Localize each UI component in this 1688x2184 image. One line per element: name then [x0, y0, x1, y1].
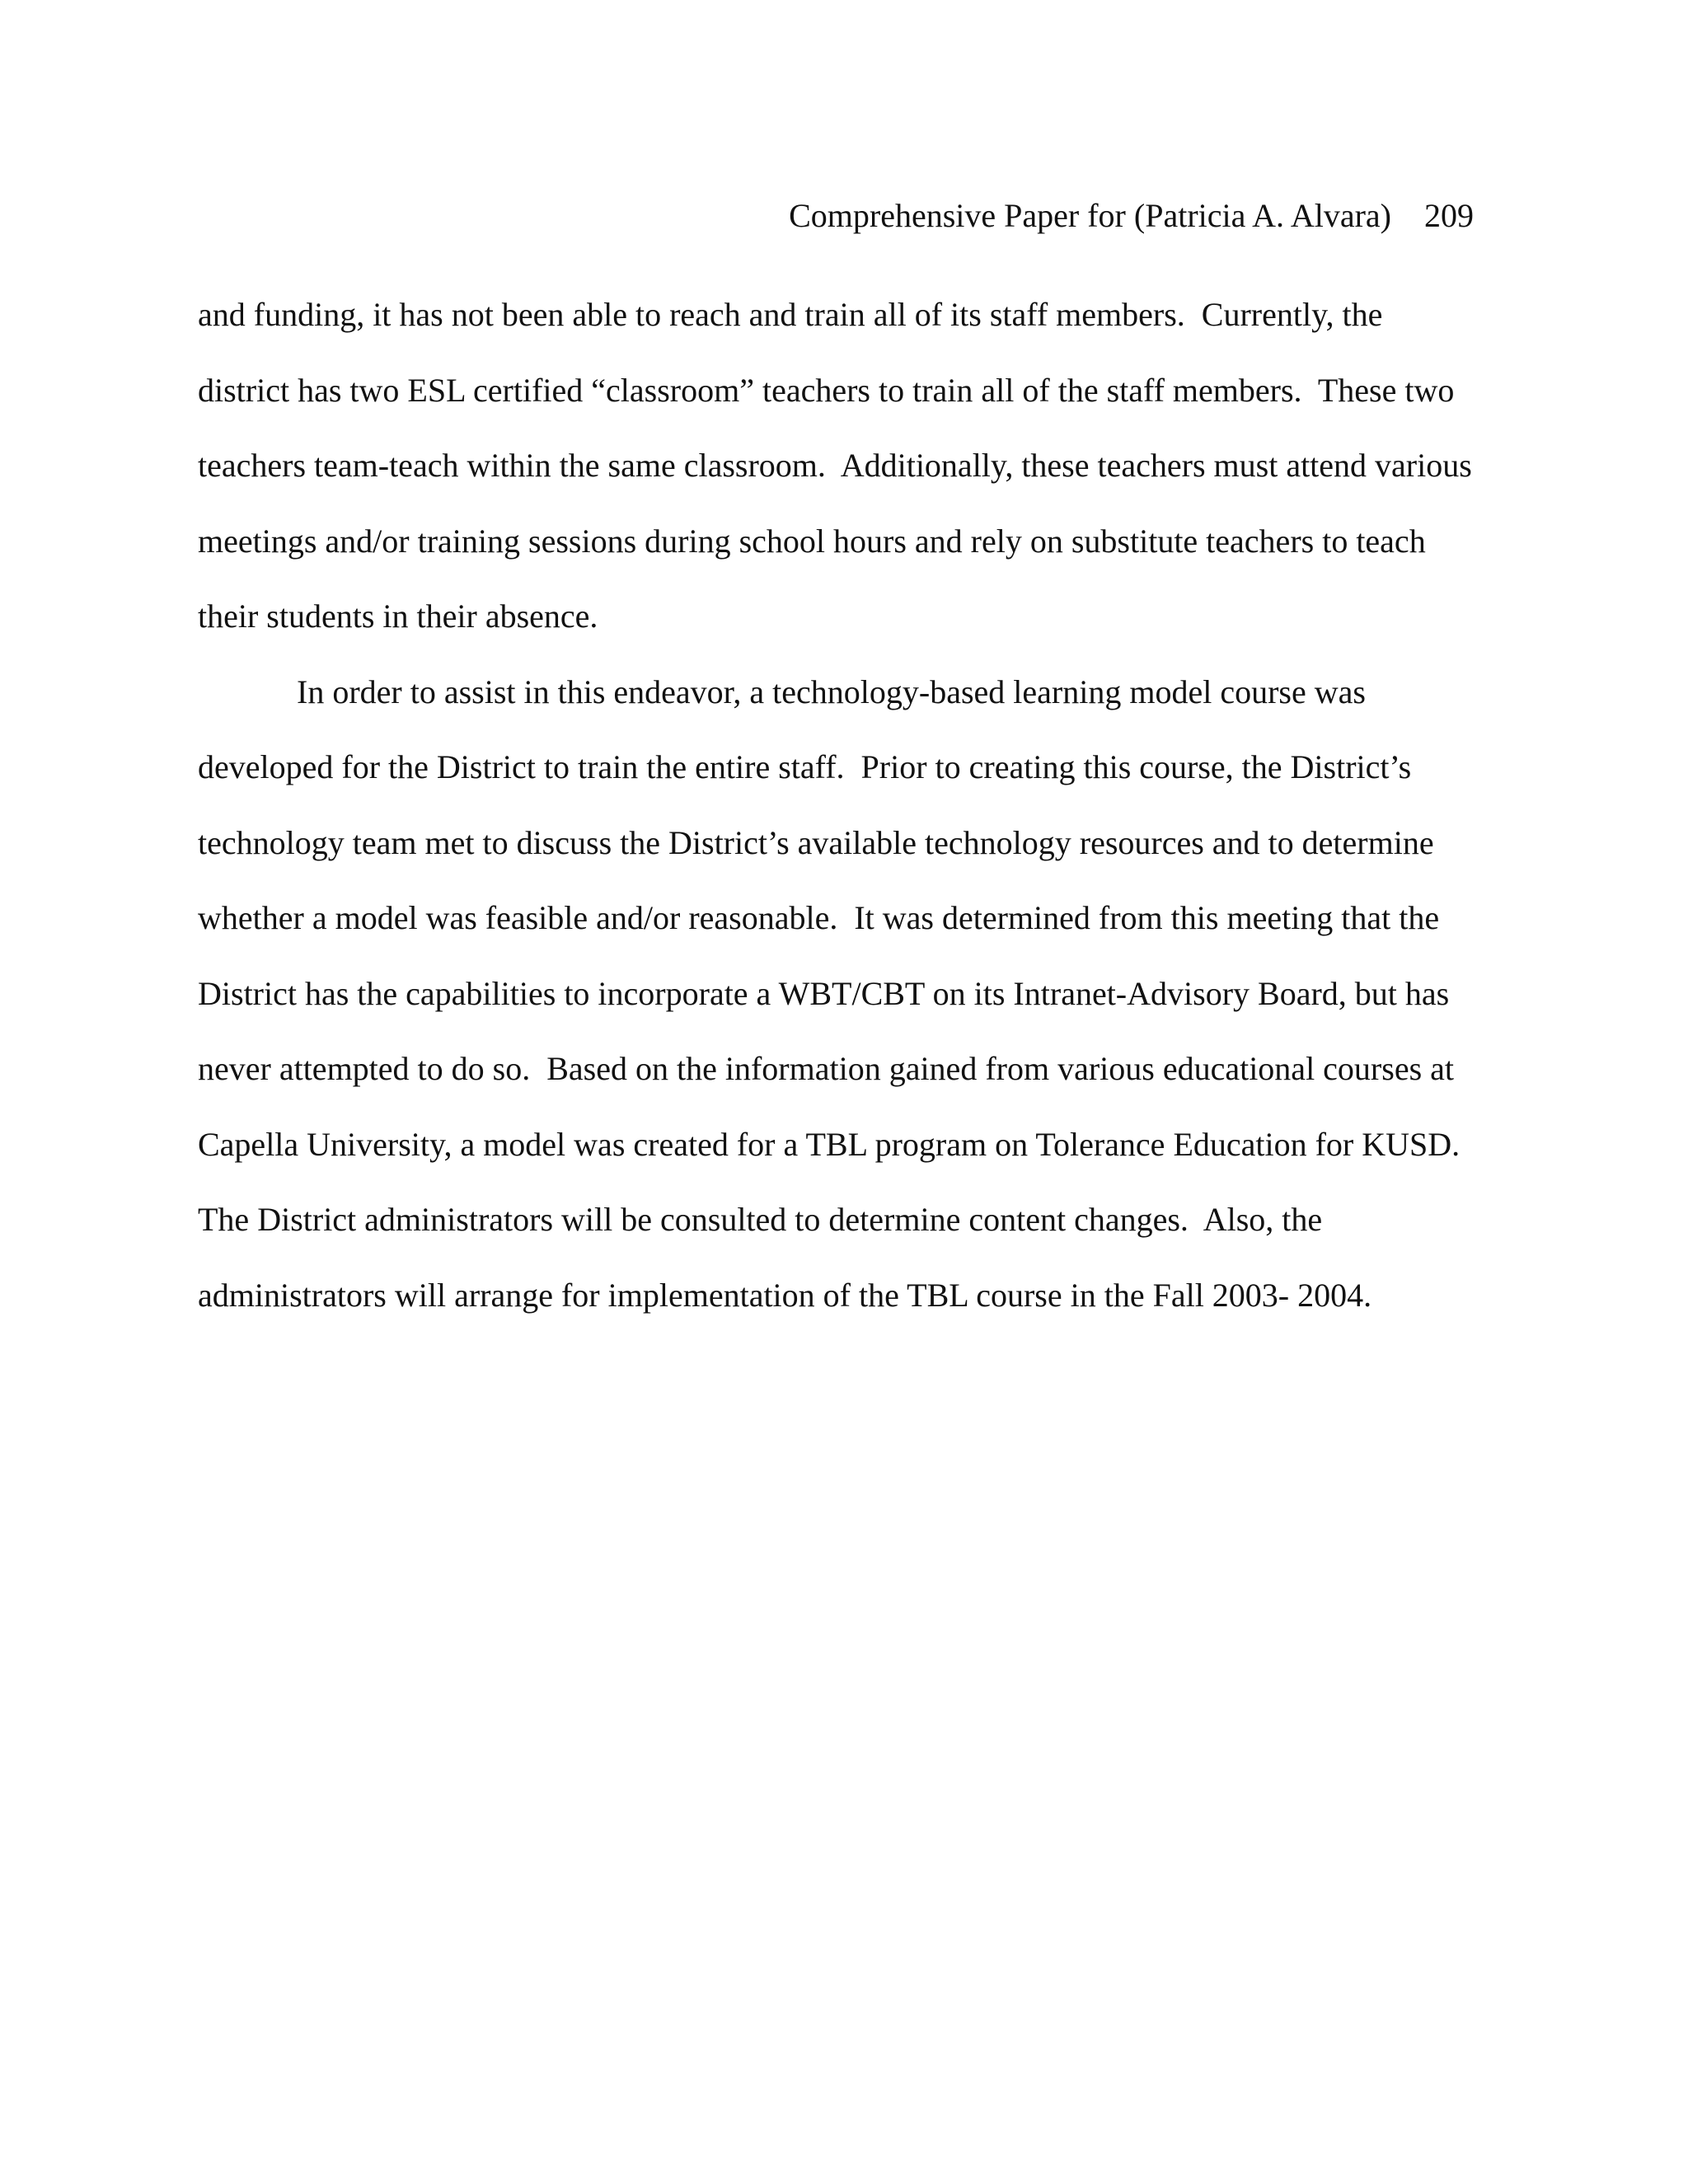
paragraph-line: developed for the District to train the entire staff. Prior to creating this course, the District’s: [198, 748, 1412, 785]
paragraph-line: meetings and/or training sessions during school hours and rely on substitute teachers to teach: [198, 522, 1426, 560]
paragraph-line: whether a model was feasible and/or reasonable. It was determined from this meeting that the: [198, 899, 1440, 936]
paragraph-line: Capella University, a model was created for a TBL program on Tolerance Education for KUSD.: [198, 1125, 1461, 1163]
paragraph-line: district has two ESL certified “classroom” teachers to train all of the staff members. These two: [198, 371, 1455, 409]
paragraph-line: teachers team-teach within the same classroom. Additionally, these teachers must attend various: [198, 447, 1472, 484]
paragraph-line: The District administrators will be consulted to determine content changes. Also, the: [198, 1201, 1323, 1238]
running-head: [198, 196, 1474, 236]
paragraph-line: administrators will arrange for implementation of the TBL course in the Fall 2003- 2004.: [198, 1276, 1372, 1314]
paragraph-line: In order to assist in this endeavor, a technology-based learning model course was: [297, 673, 1366, 710]
page-number: 209: [1424, 197, 1474, 234]
paragraph-line: District has the capabilities to incorporate a WBT/CBT on its Intranet-Advisory Board, but has: [198, 974, 1450, 1012]
paragraph-line: technology team met to discuss the District’s available technology resources and to determine: [198, 823, 1434, 861]
running-title: Comprehensive Paper for (Patricia A. Alvara): [789, 197, 1391, 234]
paragraph-line: their students in their absence.: [198, 598, 598, 635]
body-text: [198, 290, 1484, 1346]
paragraph-line: never attempted to do so. Based on the information gained from various educational courses at: [198, 1050, 1455, 1087]
paragraph-line: and funding, it has not been able to reach and train all of its staff members. Currently, the: [198, 296, 1383, 333]
paragraph-1: [198, 290, 1484, 668]
paragraph-2: [198, 668, 1484, 1347]
